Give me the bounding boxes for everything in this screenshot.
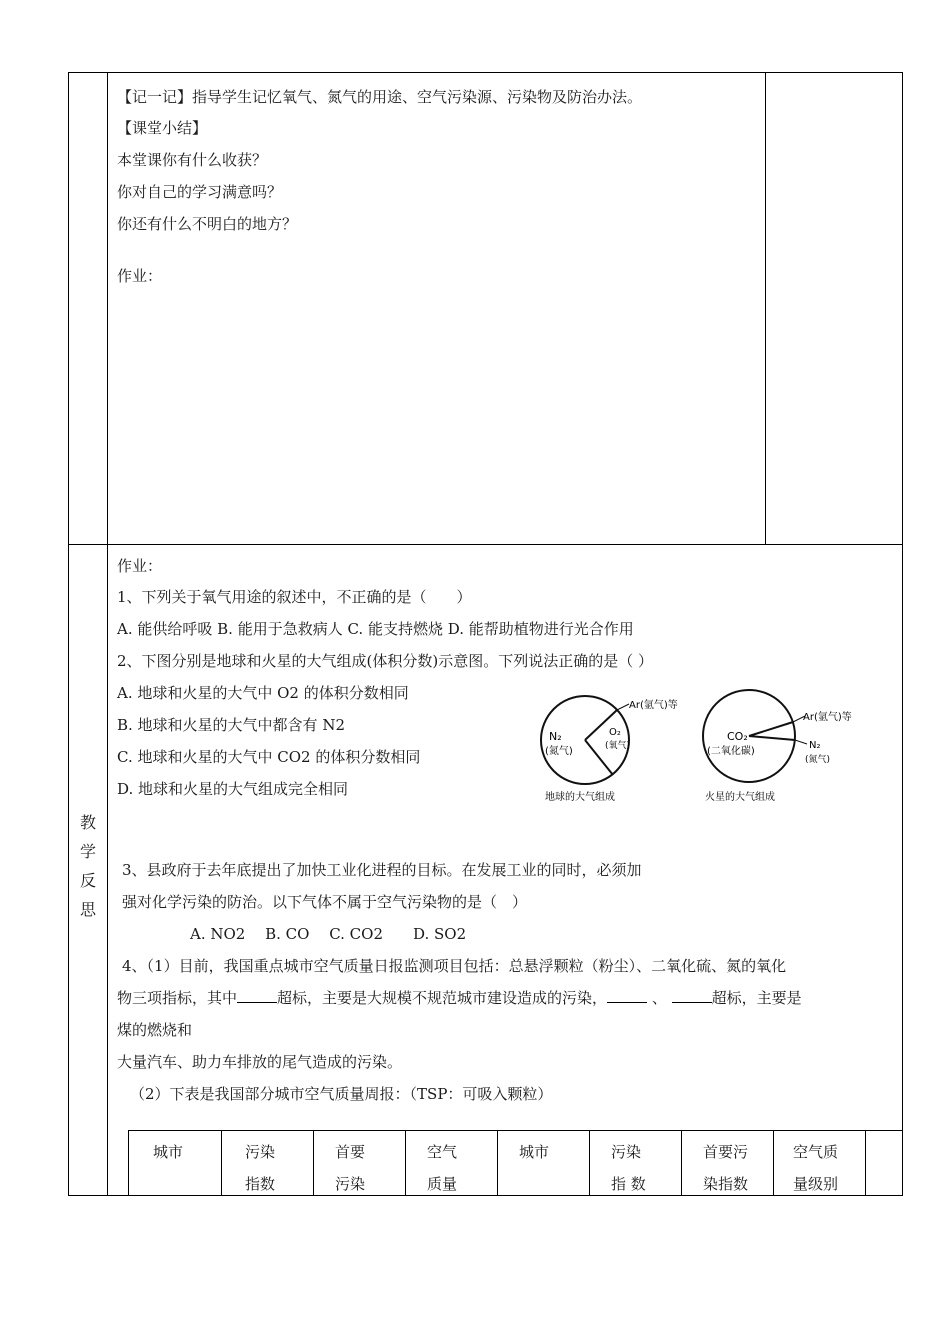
earth-ar-label: Ar(氩气)等 bbox=[629, 700, 678, 711]
question-2-option-a: A. 地球和火星的大气中 O2 的体积分数相同 bbox=[117, 684, 409, 702]
table-header-index-2-a: 污染 bbox=[611, 1143, 642, 1161]
summary-q1: 本堂课你有什么收获？ bbox=[117, 151, 268, 169]
side-label-char-4: 思 bbox=[80, 900, 97, 919]
summary-q3: 你还有什么不明白的地方？ bbox=[117, 215, 298, 233]
answer-blank-3[interactable] bbox=[672, 988, 712, 1003]
table-header-index-1-a: 污染 bbox=[245, 1143, 276, 1161]
inner-table-col-2 bbox=[313, 1130, 314, 1196]
earth-n2-label: N₂ bbox=[549, 730, 562, 743]
earth-o2-cn: (氧气) bbox=[605, 741, 631, 751]
table-header-level-a: 空气质 bbox=[793, 1143, 839, 1161]
inner-table-col-1 bbox=[221, 1130, 222, 1196]
question-2-option-b: B. 地球和火星的大气中都含有 N2 bbox=[117, 716, 345, 734]
question-4-line2-part1: 物三项指标，其中 bbox=[117, 989, 238, 1007]
outer-right-border bbox=[902, 72, 903, 1196]
table-header-city-1: 城市 bbox=[153, 1143, 184, 1161]
question-4-line2 bbox=[117, 988, 802, 1008]
summary-q2: 你对自己的学习满意吗？ bbox=[117, 183, 283, 201]
top-right-column-border bbox=[765, 72, 766, 544]
atmosphere-diagram bbox=[525, 680, 875, 810]
homework-title: 作业： bbox=[117, 557, 163, 575]
earth-pie-chart bbox=[541, 696, 678, 803]
question-4-line2-sep: 、 bbox=[651, 989, 667, 1007]
earth-o2-label: O₂ bbox=[609, 727, 621, 738]
table-header-quality-b: 质量 bbox=[427, 1175, 458, 1193]
inner-table-left bbox=[128, 1130, 129, 1196]
earth-caption: 地球的大气组成 bbox=[545, 792, 615, 803]
inner-table-col-7 bbox=[773, 1130, 774, 1196]
question-4-line2-part2: 超标，主要是大规模不规范城市建设造成的污染， bbox=[277, 989, 608, 1007]
question-4-line4: 大量汽车、助力车排放的尾气造成的污染。 bbox=[117, 1053, 403, 1071]
table-header-level-b: 量级别 bbox=[793, 1175, 839, 1193]
question-2: 2、下图分别是地球和火星的大气组成(体积分数)示意图。下列说法正确的是（ ） bbox=[117, 652, 654, 670]
table-header-primary-index-b: 染指数 bbox=[703, 1175, 749, 1193]
inner-table-col-8 bbox=[865, 1130, 866, 1196]
mars-n2-label: N₂ bbox=[809, 740, 821, 751]
answer-blank-1[interactable] bbox=[237, 988, 277, 1003]
side-label-char-1: 教 bbox=[80, 813, 97, 832]
question-1: 1、下列关于氧气用途的叙述中，不正确的是（ ） bbox=[117, 588, 472, 606]
summary-heading: 【课堂小结】 bbox=[117, 119, 208, 137]
mars-caption: 火星的大气组成 bbox=[705, 792, 775, 803]
inner-table-top bbox=[128, 1130, 902, 1131]
mars-n2-cn: (氮气) bbox=[805, 755, 831, 765]
table-header-city-2: 城市 bbox=[519, 1143, 550, 1161]
memorize-line: 【记一记】指导学生记忆氧气、氮气的用途、空气污染源、污染物及防治办法。 bbox=[117, 88, 643, 106]
mars-co2-label: CO₂ bbox=[727, 730, 748, 743]
question-3-line1: 3、县政府于去年底提出了加快工业化进程的目标。在发展工业的同时，必须加 bbox=[122, 861, 642, 879]
question-2-option-c: C. 地球和火星的大气中 CO2 的体积分数相同 bbox=[117, 748, 421, 766]
mars-co2-cn: (二氧化碳) bbox=[707, 746, 755, 757]
inner-table-col-4 bbox=[497, 1130, 498, 1196]
table-header-primary-a: 首要 bbox=[335, 1143, 366, 1161]
earth-n2-cn: (氮气) bbox=[545, 746, 573, 757]
section-divider bbox=[68, 544, 903, 545]
question-4-line2-part3: 超标，主要是 bbox=[711, 989, 802, 1007]
side-label-char-2: 学 bbox=[80, 842, 97, 861]
outer-left-border bbox=[68, 72, 69, 1196]
homework-label-top: 作业： bbox=[117, 267, 163, 285]
question-4-line1: 4、（1）目前，我国重点城市空气质量日报监测项目包括：总悬浮颗粒（粉尘）、二氧化硫、氮的氧化 bbox=[122, 957, 787, 975]
side-label-char-3: 反 bbox=[80, 871, 97, 890]
question-3-options: A. NO2 B. CO C. CO2 D. SO2 bbox=[190, 925, 467, 943]
outer-top-border bbox=[68, 72, 903, 73]
question-4-line3: 煤的燃烧和 bbox=[117, 1021, 193, 1039]
table-header-primary-index-a: 首要污 bbox=[703, 1143, 749, 1161]
table-header-index-2-b: 指 数 bbox=[611, 1175, 646, 1193]
table-header-quality-a: 空气 bbox=[427, 1143, 458, 1161]
inner-left-border bbox=[107, 72, 108, 1196]
inner-table-col-3 bbox=[405, 1130, 406, 1196]
table-header-index-1-b: 指数 bbox=[245, 1175, 276, 1193]
table-header-primary-b: 污染 bbox=[335, 1175, 366, 1193]
outer-bottom-border bbox=[68, 1195, 903, 1196]
mars-ar-label: Ar(氩气)等 bbox=[803, 712, 852, 723]
answer-blank-2[interactable] bbox=[607, 988, 647, 1003]
question-1-options: A. 能供给呼吸 B. 能用于急救病人 C. 能支持燃烧 D. 能帮助植物进行光合作用 bbox=[117, 620, 634, 638]
mars-pie-chart bbox=[703, 690, 852, 803]
question-3-line2: 强对化学污染的防治。以下气体不属于空气污染物的是（ ） bbox=[122, 893, 528, 911]
inner-table-col-5 bbox=[589, 1130, 590, 1196]
inner-table-col-6 bbox=[681, 1130, 682, 1196]
question-4-line5: （2）下表是我国部分城市空气质量周报：（TSP：可吸入颗粒） bbox=[130, 1085, 553, 1103]
question-2-option-d: D. 地球和火星的大气组成完全相同 bbox=[117, 780, 349, 798]
